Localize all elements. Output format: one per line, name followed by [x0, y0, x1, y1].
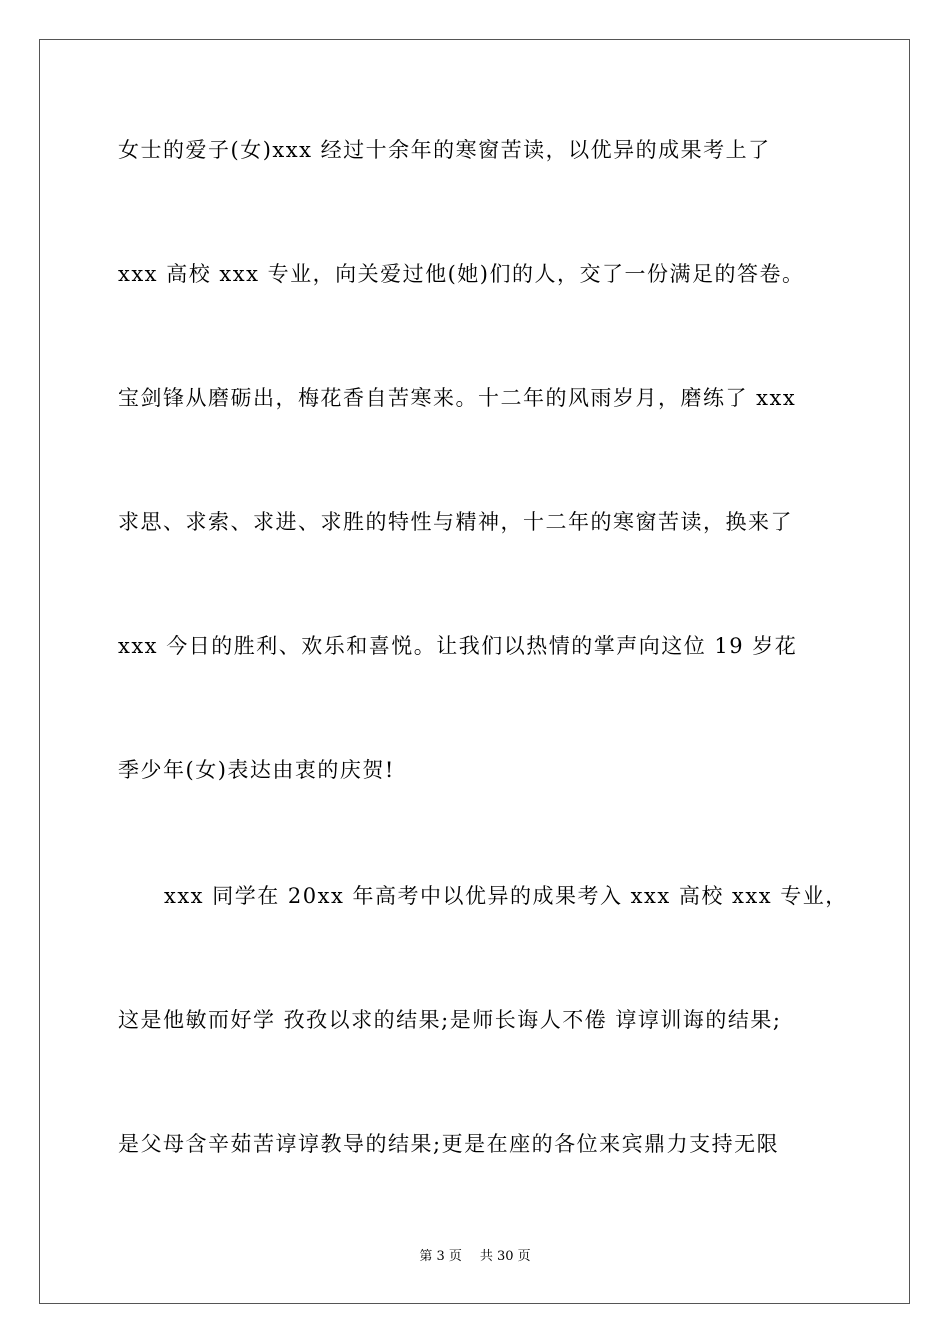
page-footer — [0, 1248, 950, 1266]
page-total: 共 30 页 — [479, 1249, 531, 1264]
paragraph-line: 这是他敏而好学 孜孜以求的结果;是师长诲人不倦 谆谆训诲的结果; — [118, 1008, 782, 1032]
paragraph-line: xxx 今日的胜利、欢乐和喜悦。让我们以热情的掌声向这位 19 岁花 — [118, 634, 798, 658]
paragraph-line: 季少年(女)表达由衷的庆贺! — [118, 758, 395, 782]
paragraph-line: 女士的爱子(女)xxx 经过十余年的寒窗苦读，以优异的成果考上了 — [118, 138, 771, 162]
page-border — [39, 39, 910, 1304]
paragraph-line: xxx 高校 xxx 专业，向关爱过他(她)们的人，交了一份满足的答卷。 — [118, 262, 805, 286]
paragraph-line: 求思、求索、求进、求胜的特性与精神，十二年的寒窗苦读，换来了 — [118, 510, 793, 534]
page-number: 第 3 页 — [419, 1249, 462, 1264]
paragraph-line: 是父母含辛茹苦谆谆教导的结果;更是在座的各位来宾鼎力支持无限 — [118, 1132, 780, 1156]
paragraph-line: 宝剑锋从磨砺出，梅花香自苦寒来。十二年的风雨岁月，磨练了 xxx — [118, 386, 797, 410]
paragraph-line-indented: xxx 同学在 20xx 年高考中以优异的成果考入 xxx 高校 xxx 专业， — [164, 884, 848, 908]
